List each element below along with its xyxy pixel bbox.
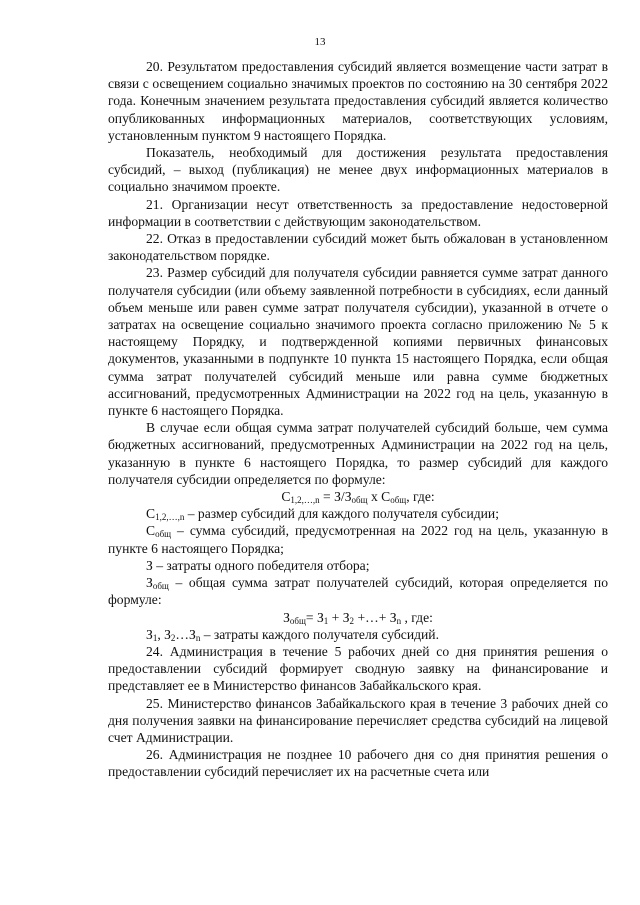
paragraph: 23. Размер субсидий для получателя субсидии равняется сумме затрат данного получателя субсидии (или объему заявленной потребности в субсидиях, если данный объем меньше или равен сумме затрат получателя субсидии), указанной в отчете о затратах на освещение социально значимого проекта согласно приложению № 5 к настоящему Порядку, и подтвержденной копиями первичных финансовых документов, указанными в подпункте 10 пункта 15 настоящего Порядка, если общая сумма затрат получателей субсидий меньше или равна сумме бюджетных ассигнований, предусмотренных Администрации на 2022 год на цель, указанную в пункте 6 настоящего Порядка.: [108, 265, 608, 419]
text-run: – затраты каждого получателя субсидий.: [200, 626, 439, 642]
subscript: 2: [170, 632, 176, 643]
subscript: 2: [349, 615, 355, 626]
text-run: = З: [305, 609, 324, 625]
subscript: общ: [155, 529, 172, 540]
subscript: общ: [351, 495, 368, 506]
text-run: , где:: [406, 489, 435, 505]
subscript: общ: [152, 581, 169, 592]
page-number: 13: [314, 36, 326, 48]
subscript: 1,2,…,n: [290, 495, 320, 506]
page-body: [108, 58, 608, 781]
text-run: С: [281, 489, 291, 505]
text-run: З – затраты одного победителя отбора;: [146, 557, 370, 573]
text-run: – общая сумма затрат получателей субсидий, которая определяется по формуле:: [108, 575, 608, 608]
subscript: общ: [390, 495, 407, 506]
text-run: – сумма субсидий, предусмотренная на 2022 год на цель, указанную в пункте 6 настоящего Порядка;: [108, 523, 608, 556]
subscript: 1,2,…,n: [155, 512, 185, 523]
paragraph: 22. Отказ в предоставлении субсидий может быть обжалован в установленном законодательством порядке.: [108, 231, 608, 264]
text-run: С: [146, 506, 156, 522]
paragraph: 20. Результатом предоставления субсидий является возмещение части затрат в связи с освещением социально значимых проектов по состоянию на 30 сентября 2022 года. Конечным значением результата предоставления субсидий является количество опубликованных информационных материалов, соответствующих условиям, установленным пунктом 9 настоящего Порядка.: [108, 59, 608, 143]
definition-line: [108, 505, 608, 522]
paragraph: Показатель, необходимый для достижения результата предоставления субсидий, – выход (публикация) не менее двух информационных материалов в социально значимом проекте.: [108, 145, 608, 195]
subscript: n: [195, 632, 201, 643]
text-run: З: [146, 575, 153, 591]
text-run: З: [283, 609, 290, 625]
definition-line: [108, 574, 608, 608]
paragraph: 25. Министерство финансов Забайкальского края в течение 3 рабочих дней со дня получения заявки на финансирование перечисляет средства субсидий на лицевой счет Администрации.: [108, 695, 608, 745]
definition-line: [108, 522, 608, 556]
subscript: 1: [323, 615, 329, 626]
paragraph: В случае если общая сумма затрат получателей субсидий больше, чем сумма бюджетных ассигнований, предусмотренных Администрации на 2022 год на цель, указанную в пункте 6 настоящего Порядка, то размер субсидий для каждого получателя субсидии определяется по формуле:: [108, 420, 608, 487]
formula: [108, 488, 608, 505]
paragraph: 21. Организации несут ответственность за предоставление недостоверной информации в соответствии с действующим законодательством.: [108, 196, 608, 229]
text-run: +…+ З: [354, 609, 397, 625]
text-run: = З/З: [319, 489, 352, 505]
definition-line: [108, 557, 608, 574]
subscript: n: [396, 615, 402, 626]
formula: [108, 609, 608, 626]
text-run: З: [146, 626, 153, 642]
text-run: + З: [328, 609, 350, 625]
paragraph: 24. Администрация в течение 5 рабочих дней со дня принятия решения о предоставлении субсидий формирует сводную заявку на финансирование и представляет ее в Министерство финансов Забайкальского края.: [108, 643, 608, 694]
text-run: , З: [157, 626, 171, 642]
text-run: – размер субсидий для каждого получателя субсидии;: [184, 506, 499, 522]
text-run: С: [146, 523, 156, 539]
text-run: , где:: [401, 609, 433, 625]
paragraph: 26. Администрация не позднее 10 рабочего дня со дня принятия решения о предоставлении субсидий перечисляет их на расчетные счета или: [108, 747, 608, 780]
definition-line: [108, 626, 608, 643]
text-run: х С: [367, 489, 391, 505]
subscript: общ: [289, 615, 306, 626]
subscript: 1: [152, 632, 158, 643]
text-run: …З: [175, 626, 196, 642]
